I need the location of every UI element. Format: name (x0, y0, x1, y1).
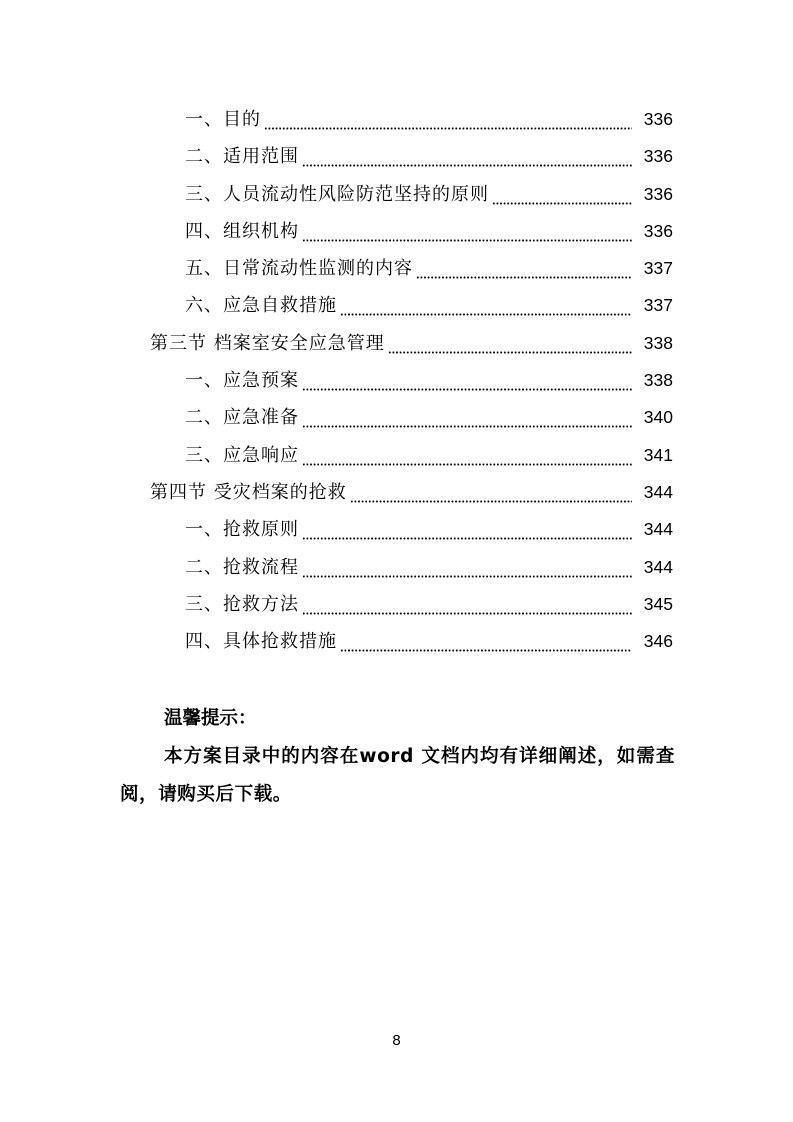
toc-entry[interactable] (0, 101, 793, 138)
toc-entry[interactable] (0, 138, 793, 175)
tip-section (120, 700, 675, 814)
toc-dot-leader (302, 549, 632, 586)
toc-entry-label: 一、抢救原则 (185, 519, 299, 541)
toc-entry-page-number: 336 (643, 220, 673, 241)
toc-entry-page-number: 341 (643, 444, 673, 465)
toc-dot-leader (340, 623, 632, 660)
toc-dot-leader (416, 250, 632, 287)
tip-body: 本方案目录中的内容在word 文档内均有详细阐述，如需查阅，请购买后下载。 (120, 746, 675, 805)
toc-entry-page-number: 346 (643, 631, 673, 652)
toc-entry-page-number: 338 (643, 332, 673, 353)
toc-entry-page-number: 344 (643, 481, 673, 502)
toc-dot-leader (302, 437, 632, 474)
toc-entry[interactable] (0, 213, 793, 250)
page-number: 8 (392, 1032, 401, 1049)
toc-entry[interactable] (0, 250, 793, 287)
toc-entry-label: 一、应急预案 (185, 370, 299, 392)
toc-entry[interactable] (0, 437, 793, 474)
toc-entry-label: 三、抢救方法 (185, 593, 299, 615)
toc-entry-label: 四、组织机构 (185, 220, 299, 242)
toc-dot-leader (302, 586, 632, 623)
toc-dot-leader (302, 138, 632, 175)
toc-entry-page-number: 340 (643, 407, 673, 428)
toc-dot-leader (264, 101, 632, 138)
toc-dot-leader (492, 176, 632, 213)
toc-entry-label: 三、人员流动性风险防范坚持的原则 (185, 183, 489, 205)
toc-dot-leader (302, 511, 632, 548)
toc-dot-leader (302, 213, 632, 250)
toc-entry[interactable] (0, 474, 793, 511)
toc-entry-page-number: 345 (643, 593, 673, 614)
toc-entry-page-number: 338 (643, 370, 673, 391)
toc-entry[interactable] (0, 362, 793, 399)
toc-entry-page-number: 344 (643, 556, 673, 577)
toc-dot-leader (302, 399, 632, 436)
toc-entry[interactable] (0, 511, 793, 548)
toc-entry-page-number: 337 (643, 295, 673, 316)
toc-entry-label: 第三节 档案室安全应急管理 (150, 332, 385, 354)
toc-entry[interactable] (0, 176, 793, 213)
toc-entry[interactable] (0, 325, 793, 362)
toc-entry-page-number: 344 (643, 519, 673, 540)
toc-dot-leader (350, 474, 632, 511)
toc-entry-label: 第四节 受灾档案的抢救 (150, 481, 347, 503)
toc-dot-leader (388, 325, 632, 362)
toc-entry[interactable] (0, 586, 793, 623)
toc-entry-label: 一、目的 (185, 109, 261, 130)
toc-entry[interactable] (0, 287, 793, 324)
toc-entry-page-number: 337 (643, 258, 673, 279)
toc-entry-label: 五、日常流动性监测的内容 (185, 258, 413, 280)
toc-entry[interactable] (0, 549, 793, 586)
toc-entry-label: 二、应急准备 (185, 407, 299, 429)
toc-entry-page-number: 336 (643, 183, 673, 204)
toc-entry[interactable] (0, 623, 793, 660)
toc-entry-label: 四、具体抢救措施 (185, 631, 337, 653)
toc-entry[interactable] (0, 399, 793, 436)
toc-entry-label: 二、抢救流程 (185, 556, 299, 578)
toc-entry-page-number: 336 (643, 109, 673, 129)
toc-entry-label: 六、应急自救措施 (185, 295, 337, 317)
toc-dot-leader (340, 287, 632, 324)
toc-entry-label: 二、适用范围 (185, 146, 299, 168)
tip-title: 温馨提示： (164, 708, 257, 729)
toc-entry-page-number: 336 (643, 146, 673, 167)
table-of-contents (0, 101, 793, 660)
toc-dot-leader (302, 362, 632, 399)
toc-entry-label: 三、应急响应 (185, 444, 299, 466)
